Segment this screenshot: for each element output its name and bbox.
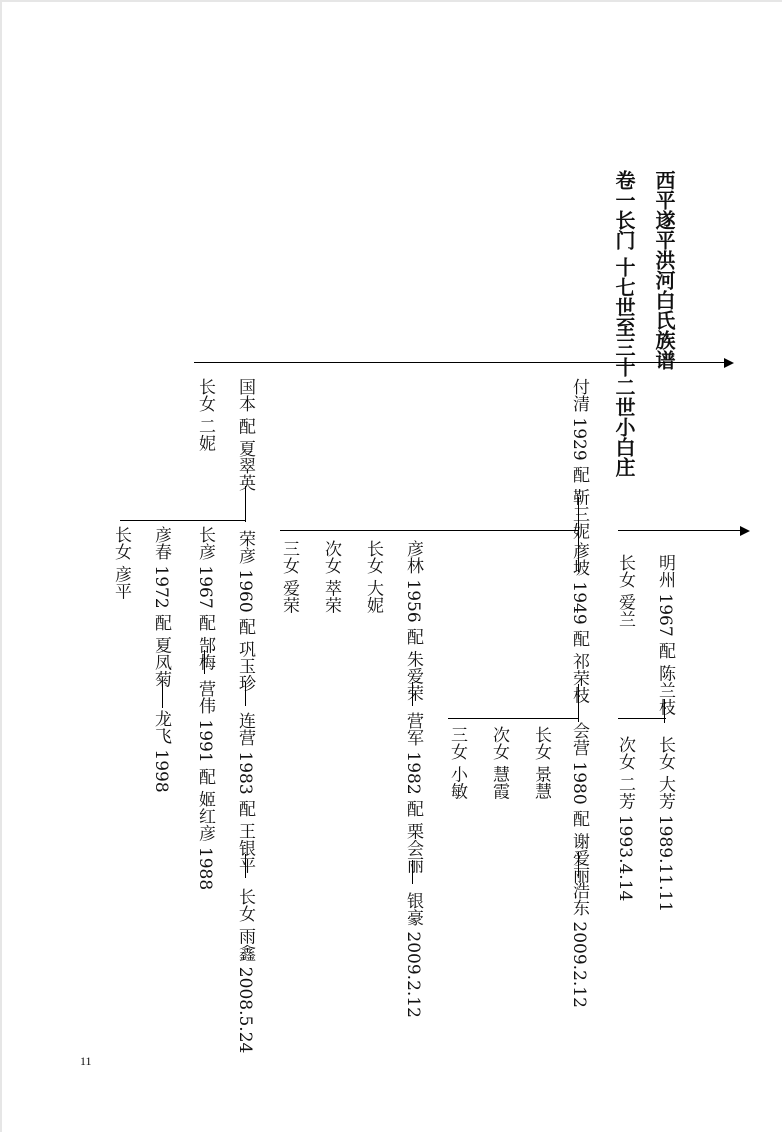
person-changyan: 长彦 1967 配 郜梅 bbox=[195, 526, 215, 671]
sibling-bar bbox=[280, 530, 578, 531]
person-haodong: 浩东 2009.2.12 bbox=[569, 882, 589, 1008]
person-erni: 长女 二妮 bbox=[195, 378, 215, 452]
person-yingwei: 营伟 1991 配 姬红彦 1988 bbox=[195, 680, 215, 891]
person-yinhao: 银豪 2009.2.12 bbox=[403, 892, 423, 1018]
document-subtitle: 卷一长门 十七世至三十二世小白庄 bbox=[612, 170, 636, 477]
arrow-head-icon bbox=[740, 526, 750, 536]
person-erfang: 次女 二芳 1993.4.14 bbox=[615, 736, 635, 902]
person-jinghui: 长女 景慧 bbox=[531, 726, 551, 800]
person-huiying: 会营 1980 配 谢爱丽 bbox=[569, 722, 589, 884]
connector-line bbox=[245, 854, 246, 878]
person-dani: 长女 大妮 bbox=[363, 540, 383, 614]
person-lianying: 连营 1983 配 王银平 bbox=[235, 712, 255, 874]
connector-line bbox=[162, 684, 163, 708]
generation-arrow-line bbox=[194, 362, 724, 363]
connector-line bbox=[204, 650, 205, 674]
person-ailan: 长女 爱兰 bbox=[615, 554, 635, 628]
document-title: 西平遂平洪河白氏族谱 bbox=[652, 170, 676, 370]
connector-line bbox=[578, 684, 579, 722]
person-yingjun: 营军 1982 配 栗会丽 bbox=[403, 712, 423, 874]
person-huixia: 次女 慧霞 bbox=[489, 726, 509, 800]
page-number: 11 bbox=[80, 1054, 92, 1068]
connector-line bbox=[664, 699, 665, 723]
person-dafang: 长女 大芳 1989.11.11 bbox=[655, 736, 675, 913]
connector-line bbox=[412, 682, 413, 706]
person-yanlin: 彦林 1956 配 朱爱荣 bbox=[403, 540, 423, 702]
person-mingzhou: 明州 1967 配 陈兰枝 bbox=[655, 554, 675, 716]
document-page bbox=[2, 2, 782, 1132]
connector-line bbox=[245, 486, 246, 522]
person-yanpo: 彦坡 1949 配 祁荣枝 bbox=[569, 542, 589, 704]
person-cuirong: 次女 萃荣 bbox=[321, 540, 341, 614]
person-guoben: 国本 配 夏翠英 bbox=[235, 378, 255, 491]
person-xiaomin: 三女 小敏 bbox=[447, 726, 467, 800]
arrow-head-icon bbox=[724, 358, 734, 368]
person-yuxin: 长女 雨鑫 2008.5.24 bbox=[235, 888, 255, 1054]
sibling-bar bbox=[618, 718, 666, 719]
person-longfei: 龙飞 1998 bbox=[151, 710, 171, 793]
sibling-bar bbox=[448, 718, 578, 719]
person-airong: 三女 爱荣 bbox=[279, 540, 299, 614]
connector-line bbox=[245, 682, 246, 706]
generation-arrow-line bbox=[618, 530, 740, 531]
person-yanping: 长女 彦平 bbox=[111, 526, 131, 600]
person-yanchun: 彦春 1972 配 夏凤菊 bbox=[151, 526, 171, 688]
sibling-bar bbox=[120, 520, 246, 521]
person-fuqing: 付清 1929 配 靳三妮 bbox=[569, 378, 589, 540]
connector-line bbox=[578, 852, 579, 876]
connector-line bbox=[412, 860, 413, 884]
person-rongyan: 荣彦 1960 配 巩玉珍 bbox=[235, 530, 255, 692]
